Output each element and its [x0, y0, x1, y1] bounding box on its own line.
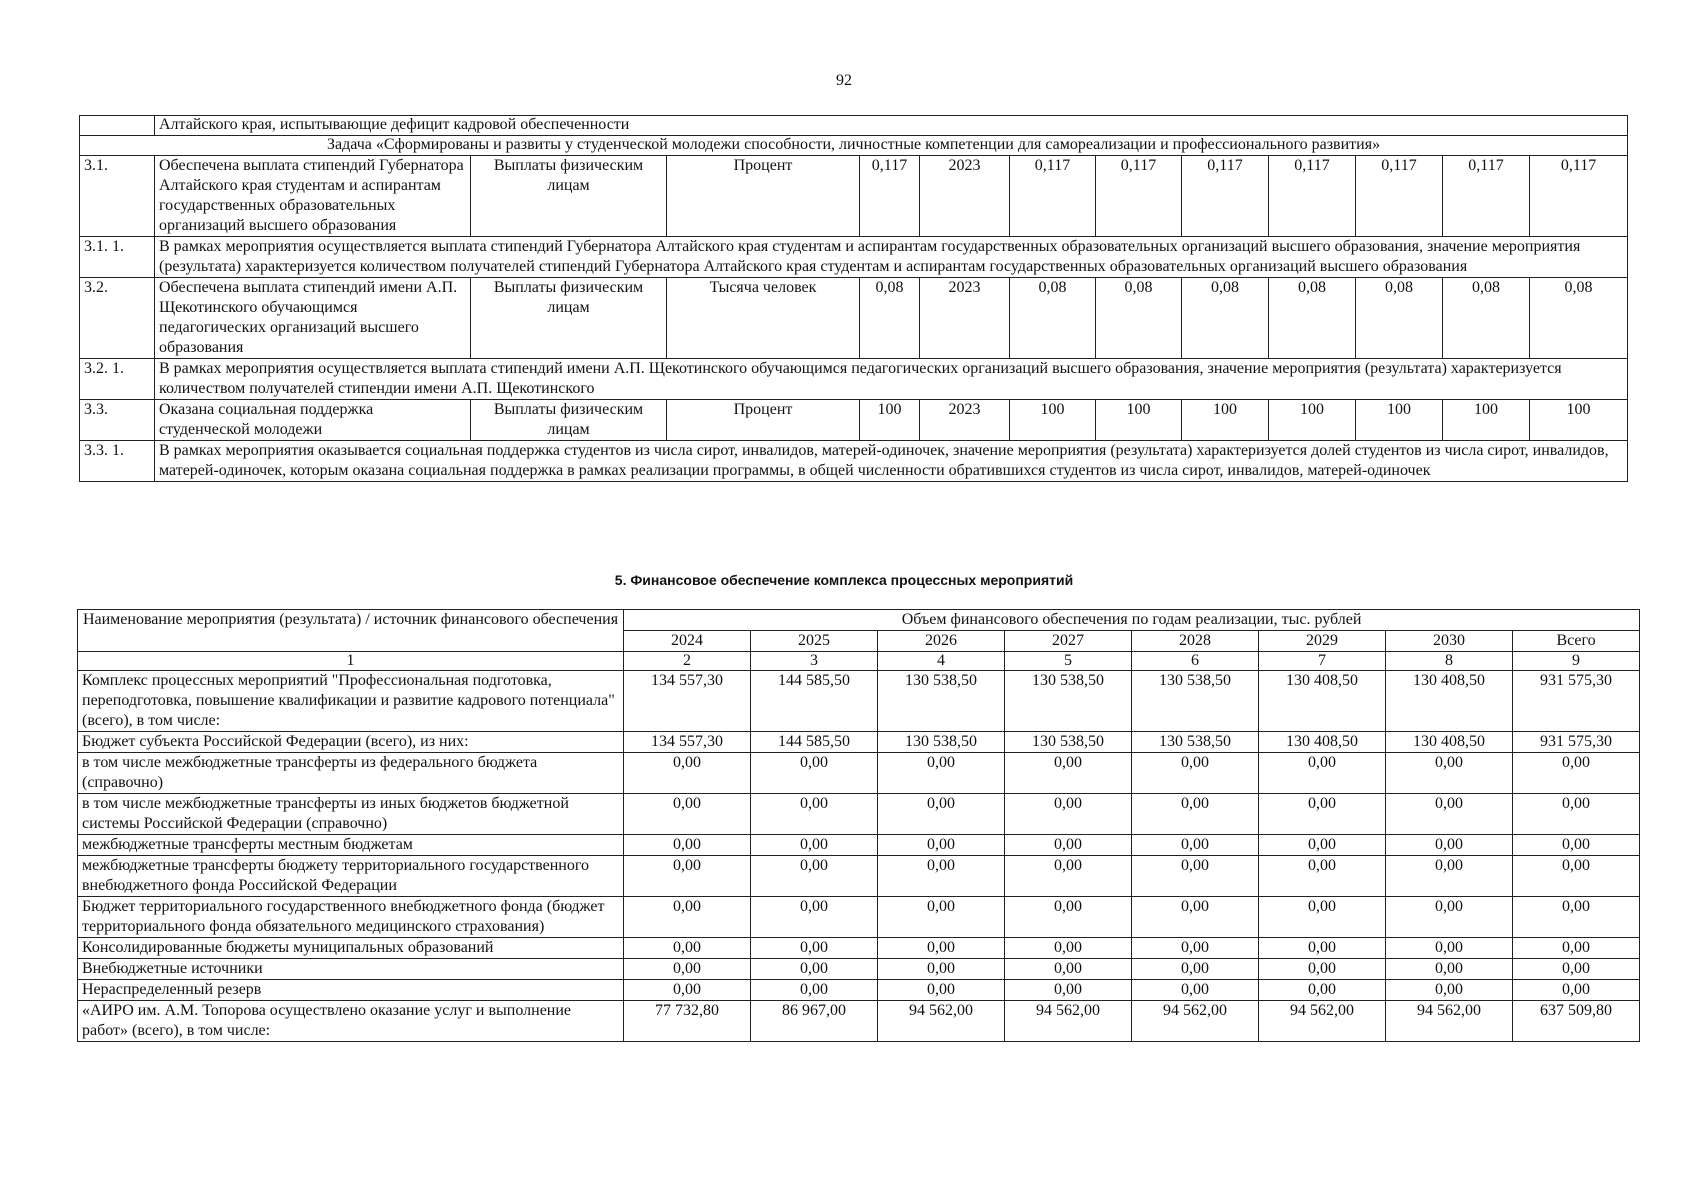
finance-value: 0,00: [1386, 897, 1513, 938]
result-value: 100: [1096, 400, 1182, 441]
finance-index-cell: 7: [1259, 652, 1386, 671]
finance-value: 0,00: [878, 753, 1005, 794]
finance-index-cell: 8: [1386, 652, 1513, 671]
result-value: 100: [1443, 400, 1530, 441]
result-row: [80, 278, 1628, 359]
page-number: 92: [836, 72, 852, 89]
continuation-row: [80, 116, 1628, 136]
finance-value: 0,00: [1132, 753, 1259, 794]
finance-value: 94 562,00: [1386, 1001, 1513, 1042]
finance-value: 0,00: [624, 980, 751, 1001]
result-value: 0,117: [1356, 156, 1443, 237]
result-name: Оказана социальная поддержка студенческой молодежи: [155, 400, 471, 441]
result-description: В рамках мероприятия осуществляется выплата стипендий Губернатора Алтайского края студентам и аспирантам государственных образовательных организаций высшего образования, значение мероприятия (результата) характеризуется количеством получателей стипендий Губернатора Алтайского края студентам и аспирантам государственных образовательных организаций высшего образования: [155, 237, 1628, 278]
finance-year-header: 2027: [1005, 631, 1132, 652]
finance-value: 0,00: [878, 980, 1005, 1001]
result-name: Обеспечена выплата стипендий имени А.П. Щекотинского обучающимся педагогических организаций высшего образования: [155, 278, 471, 359]
finance-value: 0,00: [1005, 753, 1132, 794]
finance-value: 77 732,80: [624, 1001, 751, 1042]
finance-value: 0,00: [1132, 835, 1259, 856]
result-base-year: 2023: [920, 278, 1010, 359]
result-value: 0,08: [1356, 278, 1443, 359]
finance-year-header: 2028: [1132, 631, 1259, 652]
finance-value: 130 538,50: [1132, 732, 1259, 753]
finance-value: 94 562,00: [1005, 1001, 1132, 1042]
result-description-row: [80, 359, 1628, 400]
task-row: [80, 136, 1628, 156]
finance-value: 130 538,50: [1005, 671, 1132, 732]
result-unit: Процент: [667, 400, 860, 441]
finance-year-header: 2029: [1259, 631, 1386, 652]
result-value: 100: [1010, 400, 1096, 441]
finance-value: 130 538,50: [1132, 671, 1259, 732]
finance-value: 0,00: [878, 959, 1005, 980]
finance-value: 86 967,00: [751, 1001, 878, 1042]
finance-value: 0,00: [751, 897, 878, 938]
finance-value: 0,00: [624, 897, 751, 938]
finance-index-cell: 4: [878, 652, 1005, 671]
finance-row-name: Комплекс процессных мероприятий "Профессиональная подготовка, переподготовка, повышение квалификации и развитие кадрового потенциала" (всего), в том числе:: [78, 671, 624, 732]
finance-value: 0,00: [751, 959, 878, 980]
finance-value: 0,00: [878, 938, 1005, 959]
finance-row: [78, 980, 1640, 1001]
finance-index-cell: 1: [78, 652, 624, 671]
finance-value: 0,00: [1132, 794, 1259, 835]
result-value: 0,117: [1010, 156, 1096, 237]
finance-row-name: Бюджет субъекта Российской Федерации (всего), из них:: [78, 732, 624, 753]
finance-value: 0,00: [1513, 835, 1640, 856]
result-num: 3.2.: [80, 278, 155, 359]
finance-index-cell: 3: [751, 652, 878, 671]
finance-index-cell: 6: [1132, 652, 1259, 671]
finance-row: [78, 794, 1640, 835]
finance-value: 130 538,50: [878, 671, 1005, 732]
finance-value: 0,00: [1259, 856, 1386, 897]
result-unit: Тысяча человек: [667, 278, 860, 359]
result-value: 0,08: [1096, 278, 1182, 359]
task-text: Задача «Сформированы и развиты у студенческой молодежи способности, личностные компетенции для самореализации и профессионального развития»: [80, 136, 1628, 156]
finance-value: 0,00: [1259, 794, 1386, 835]
finance-value: 0,00: [1259, 897, 1386, 938]
finance-table: [77, 609, 1640, 1042]
result-name: Обеспечена выплата стипендий Губернатора Алтайского края студентам и аспирантам государственных образовательных организаций высшего образования: [155, 156, 471, 237]
finance-value: 0,00: [1259, 980, 1386, 1001]
finance-value: 0,00: [1386, 753, 1513, 794]
finance-value: 0,00: [878, 897, 1005, 938]
finance-year-header: 2025: [751, 631, 878, 652]
result-value: 0,08: [1269, 278, 1356, 359]
finance-row: [78, 671, 1640, 732]
result-base-value: 100: [860, 400, 920, 441]
finance-value: 134 557,30: [624, 732, 751, 753]
finance-year-header: 2024: [624, 631, 751, 652]
finance-value: 0,00: [1513, 938, 1640, 959]
result-base-value: 0,08: [860, 278, 920, 359]
finance-value: 637 509,80: [1513, 1001, 1640, 1042]
finance-value: 0,00: [1513, 794, 1640, 835]
finance-year-header: 2030: [1386, 631, 1513, 652]
result-value: 0,08: [1010, 278, 1096, 359]
finance-value: 0,00: [1132, 980, 1259, 1001]
finance-row: [78, 959, 1640, 980]
finance-value: 0,00: [1005, 980, 1132, 1001]
finance-value: 0,00: [1005, 959, 1132, 980]
result-num: 3.3.: [80, 400, 155, 441]
result-description-num: 3.2. 1.: [80, 359, 155, 400]
finance-value: 0,00: [751, 980, 878, 1001]
results-table: [79, 115, 1628, 482]
result-value: 100: [1269, 400, 1356, 441]
finance-value: 134 557,30: [624, 671, 751, 732]
finance-value: 144 585,50: [751, 732, 878, 753]
result-value: 0,08: [1182, 278, 1269, 359]
finance-value: 0,00: [1386, 835, 1513, 856]
section-title: 5. Финансовое обеспечение комплекса процессных мероприятий: [614, 572, 1074, 588]
finance-row-name: «АИРО им. А.М. Топорова осуществлено оказание услуг и выполнение работ» (всего), в том числе:: [78, 1001, 624, 1042]
finance-index-row: [78, 652, 1640, 671]
finance-year-header: Всего: [1513, 631, 1640, 652]
finance-value: 0,00: [1513, 856, 1640, 897]
finance-value: 0,00: [878, 794, 1005, 835]
finance-index-cell: 5: [1005, 652, 1132, 671]
finance-value: 0,00: [1259, 753, 1386, 794]
finance-value: 0,00: [624, 959, 751, 980]
result-value: 0,117: [1096, 156, 1182, 237]
finance-value: 0,00: [751, 753, 878, 794]
finance-value: 0,00: [624, 856, 751, 897]
finance-row-name: Бюджет территориального государственного внебюджетного фонда (бюджет территориального фонда обязательного медицинского страхования): [78, 897, 624, 938]
finance-row-name: в том числе межбюджетные трансферты из иных бюджетов бюджетной системы Российской Федерации (справочно): [78, 794, 624, 835]
finance-value: 130 408,50: [1386, 732, 1513, 753]
result-description-row: [80, 441, 1628, 482]
finance-value: 0,00: [1005, 794, 1132, 835]
finance-value: 0,00: [751, 938, 878, 959]
finance-value: 0,00: [1513, 753, 1640, 794]
finance-row-name: межбюджетные трансферты местным бюджетам: [78, 835, 624, 856]
finance-value: 0,00: [624, 835, 751, 856]
result-base-year: 2023: [920, 156, 1010, 237]
finance-value: 0,00: [878, 835, 1005, 856]
finance-row-name: Внебюджетные источники: [78, 959, 624, 980]
finance-header-name: Наименование мероприятия (результата) / источник финансового обеспечения: [78, 610, 624, 652]
result-type: Выплаты физическим лицам: [471, 400, 667, 441]
finance-value: 0,00: [1005, 897, 1132, 938]
finance-value: 144 585,50: [751, 671, 878, 732]
result-value: 0,117: [1530, 156, 1628, 237]
finance-value: 0,00: [1132, 897, 1259, 938]
finance-row: [78, 753, 1640, 794]
finance-value: 130 408,50: [1259, 671, 1386, 732]
finance-value: 0,00: [1005, 835, 1132, 856]
finance-value: 0,00: [1132, 938, 1259, 959]
finance-value: 0,00: [624, 794, 751, 835]
result-description-num: 3.3. 1.: [80, 441, 155, 482]
result-base-year: 2023: [920, 400, 1010, 441]
result-value: 0,117: [1443, 156, 1530, 237]
result-value: 0,117: [1182, 156, 1269, 237]
finance-row-name: Нераспределенный резерв: [78, 980, 624, 1001]
finance-year-header: 2026: [878, 631, 1005, 652]
result-row: [80, 400, 1628, 441]
finance-value: 94 562,00: [1259, 1001, 1386, 1042]
finance-value: 0,00: [624, 938, 751, 959]
finance-value: 0,00: [1513, 897, 1640, 938]
finance-value: 94 562,00: [878, 1001, 1005, 1042]
finance-value: 0,00: [1132, 959, 1259, 980]
finance-row: [78, 835, 1640, 856]
finance-value: 130 408,50: [1386, 671, 1513, 732]
finance-value: 931 575,30: [1513, 671, 1640, 732]
finance-value: 0,00: [751, 835, 878, 856]
finance-index-cell: 2: [624, 652, 751, 671]
finance-value: 0,00: [1259, 959, 1386, 980]
result-value: 0,08: [1443, 278, 1530, 359]
result-value: 100: [1182, 400, 1269, 441]
finance-row: [78, 938, 1640, 959]
result-value: 0,117: [1269, 156, 1356, 237]
result-description: В рамках мероприятия осуществляется выплата стипендий имени А.П. Щекотинского обучающимся педагогических организаций высшего образования, значение мероприятия (результата) характеризуется количеством получателей стипендии имени А.П. Щекотинского: [155, 359, 1628, 400]
finance-value: 0,00: [1005, 856, 1132, 897]
finance-value: 0,00: [1005, 938, 1132, 959]
finance-value: 130 538,50: [878, 732, 1005, 753]
finance-row: [78, 856, 1640, 897]
finance-index-cell: 9: [1513, 652, 1640, 671]
finance-row-name: Консолидированные бюджеты муниципальных образований: [78, 938, 624, 959]
finance-value: 0,00: [1513, 980, 1640, 1001]
finance-value: 0,00: [878, 856, 1005, 897]
finance-value: 0,00: [751, 794, 878, 835]
finance-value: 0,00: [1259, 938, 1386, 959]
finance-value: 0,00: [1513, 959, 1640, 980]
result-description-row: [80, 237, 1628, 278]
finance-row-name: межбюджетные трансферты бюджету территориального государственного внебюджетного фонда Российской Федерации: [78, 856, 624, 897]
result-type: Выплаты физическим лицам: [471, 156, 667, 237]
finance-value: 931 575,30: [1513, 732, 1640, 753]
result-description-num: 3.1. 1.: [80, 237, 155, 278]
finance-value: 0,00: [624, 753, 751, 794]
finance-header-volume: Объем финансового обеспечения по годам реализации, тыс. рублей: [624, 610, 1640, 631]
result-value: 100: [1530, 400, 1628, 441]
finance-value: 130 408,50: [1259, 732, 1386, 753]
finance-value: 130 538,50: [1005, 732, 1132, 753]
finance-value: 0,00: [1386, 856, 1513, 897]
finance-value: 0,00: [1386, 794, 1513, 835]
finance-value: 94 562,00: [1132, 1001, 1259, 1042]
finance-value: 0,00: [1386, 938, 1513, 959]
finance-value: 0,00: [1132, 856, 1259, 897]
finance-header-row: [78, 610, 1640, 631]
result-value: 0,08: [1530, 278, 1628, 359]
finance-value: 0,00: [1259, 835, 1386, 856]
result-value: 100: [1356, 400, 1443, 441]
result-base-value: 0,117: [860, 156, 920, 237]
finance-row: [78, 1001, 1640, 1042]
result-unit: Процент: [667, 156, 860, 237]
finance-row: [78, 897, 1640, 938]
result-row: [80, 156, 1628, 237]
finance-row: [78, 732, 1640, 753]
finance-row-name: в том числе межбюджетные трансферты из федерального бюджета (справочно): [78, 753, 624, 794]
finance-value: 0,00: [1386, 980, 1513, 1001]
finance-value: 0,00: [751, 856, 878, 897]
continuation-text: Алтайского края, испытывающие дефицит кадровой обеспеченности: [155, 116, 1628, 136]
finance-value: 0,00: [1386, 959, 1513, 980]
result-description: В рамках мероприятия оказывается социальная поддержка студентов из числа сирот, инвалидов, матерей-одиночек, значение мероприятия (результата) характеризуется долей студентов из числа сирот, инвалидов, матерей-одиночек, которым оказана социальная поддержка в рамках реализации программы, в общей численности обратившихся студентов из числа сирот, инвалидов, матерей-одиночек: [155, 441, 1628, 482]
result-num: 3.1.: [80, 156, 155, 237]
result-type: Выплаты физическим лицам: [471, 278, 667, 359]
